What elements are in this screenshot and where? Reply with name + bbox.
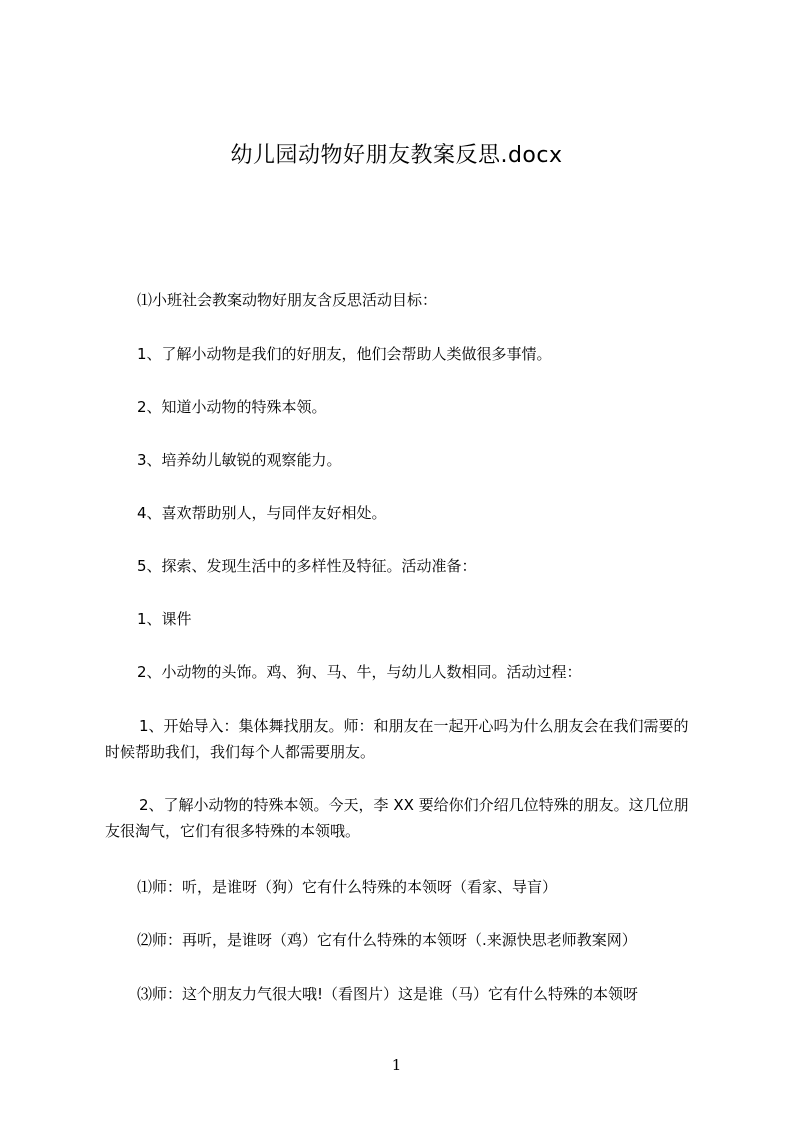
paragraph: 4、喜欢帮助别人，与同伴友好相处。 xyxy=(137,504,387,522)
paragraph: 1、了解小动物是我们的好朋友，他们会帮助人类做很多事情。 xyxy=(137,345,552,363)
paragraph: ⑵师：再听，是谁呀（鸡）它有什么特殊的本领呀（.来源快思老师教案网） xyxy=(137,931,637,949)
paragraph: 2、小动物的头饰。鸡、狗、马、牛，与幼儿人数相同。活动过程： xyxy=(137,663,582,681)
paragraph: 5、探索、发现生活中的多样性及特征。活动准备： xyxy=(137,557,477,575)
paragraph: ⑴师：听，是谁呀（狗）它有什么特殊的本领呀（看家、导盲） xyxy=(137,878,558,896)
document-title: 幼儿园动物好朋友教案反思.docx xyxy=(230,143,563,168)
paragraph: ⑶师：这个朋友力气很大哦!（看图片）这是谁（马）它有什么特殊的本领呀 xyxy=(137,985,639,1003)
paragraph: 1、开始导入：集体舞找朋友。师：和朋友在一起开心吗为什么朋友会在我们需要的时候帮助我们，我们每个人都需要朋友。 xyxy=(105,717,689,761)
page-number: 1 xyxy=(391,1056,402,1074)
paragraph: 2、了解小动物的特殊本领。今天，李 XX 要给你们介绍几位特殊的朋友。这几位朋友很淘气，它们有很多特殊的本领哦。 xyxy=(105,796,689,840)
paragraph: 3、培养幼儿敏锐的观察能力。 xyxy=(137,451,342,469)
paragraph: ⑴小班社会教案动物好朋友含反思活动目标： xyxy=(137,291,438,309)
paragraph: 2、知道小动物的特殊本领。 xyxy=(137,398,327,416)
paragraph: 1、课件 xyxy=(137,610,192,628)
